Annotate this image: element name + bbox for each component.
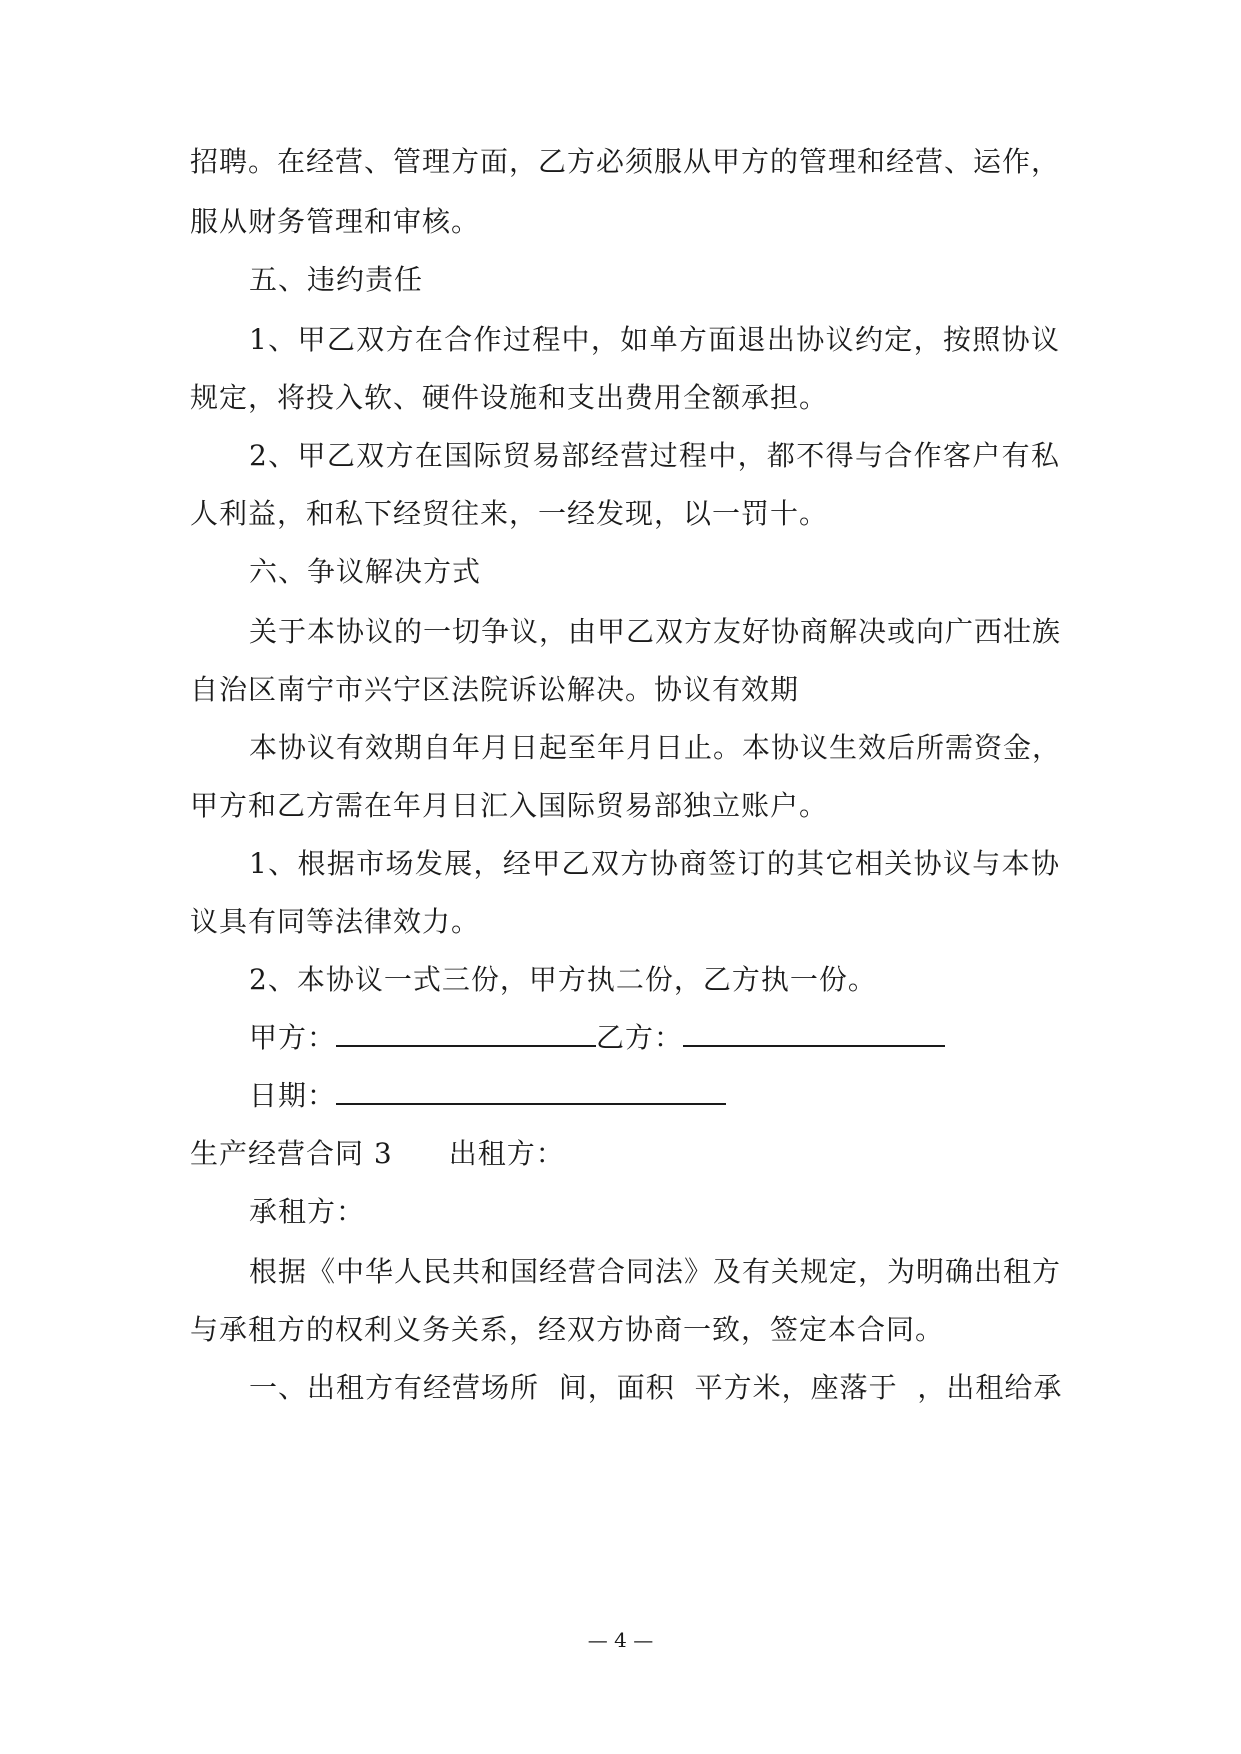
paragraph-line: 关于本协议的一切争议，由甲乙双方友好协商解决或向广西壮族	[249, 615, 1062, 648]
contract-title-row	[190, 1134, 1060, 1174]
paragraph-line: 人利益，和私下经贸往来，一经发现，以一罚十。	[190, 497, 829, 530]
paragraph-line: 一、出租方有经营场所 间，面积 平方米，座落于 ，出租给承	[249, 1371, 1063, 1404]
paragraph-line: 服从财务管理和审核。	[190, 205, 481, 238]
party-b-label: 乙方：	[596, 1021, 684, 1054]
signature-row	[249, 1018, 1060, 1058]
party-b-signature-blank	[683, 1019, 945, 1047]
date-row	[249, 1076, 1060, 1116]
paragraph-line: 2、甲乙双方在国际贸易部经营过程中，都不得与合作客户有私	[249, 439, 1060, 472]
section-heading-dispute: 六、争议解决方式	[249, 555, 482, 588]
paragraph-line: 招聘。在经营、管理方面，乙方必须服从甲方的管理和经营、运作，	[190, 145, 1061, 178]
paragraph-line: 议具有同等法律效力。	[190, 905, 481, 938]
paragraph-line: 1、根据市场发展，经甲乙双方协商签订的其它相关协议与本协	[249, 847, 1060, 880]
party-a-label: 甲方：	[249, 1021, 337, 1054]
section-heading-breach: 五、违约责任	[249, 263, 424, 296]
paragraph-line: 根据《中华人民共和国经营合同法》及有关规定，为明确出租方	[249, 1255, 1062, 1288]
date-label: 日期：	[249, 1079, 337, 1112]
paragraph-line: 规定，将投入软、硬件设施和支出费用全额承担。	[190, 381, 829, 414]
date-blank	[336, 1077, 726, 1105]
paragraph-line: 甲方和乙方需在年月日汇入国际贸易部独立账户。	[190, 789, 829, 822]
paragraph-line: 本协议有效期自年月日起至年月日止。本协议生效后所需资金，	[249, 731, 1062, 764]
paragraph-line: 2、本协议一式三份，甲方执二份，乙方执一份。	[249, 963, 877, 996]
lessor-label: 出租方：	[448, 1137, 565, 1170]
contract-title: 生产经营合同 3	[190, 1137, 393, 1170]
party-a-signature-blank	[336, 1019, 596, 1047]
paragraph-line: 与承租方的权利义务关系，经双方协商一致，签定本合同。	[190, 1313, 945, 1346]
page-number: — 4 —	[587, 1628, 654, 1652]
paragraph-line: 自治区南宁市兴宁区法院诉讼解决。协议有效期	[190, 673, 800, 706]
paragraph-line: 1、甲乙双方在合作过程中，如单方面退出协议约定，按照协议	[249, 323, 1060, 356]
lessee-label: 承租方：	[249, 1195, 366, 1228]
